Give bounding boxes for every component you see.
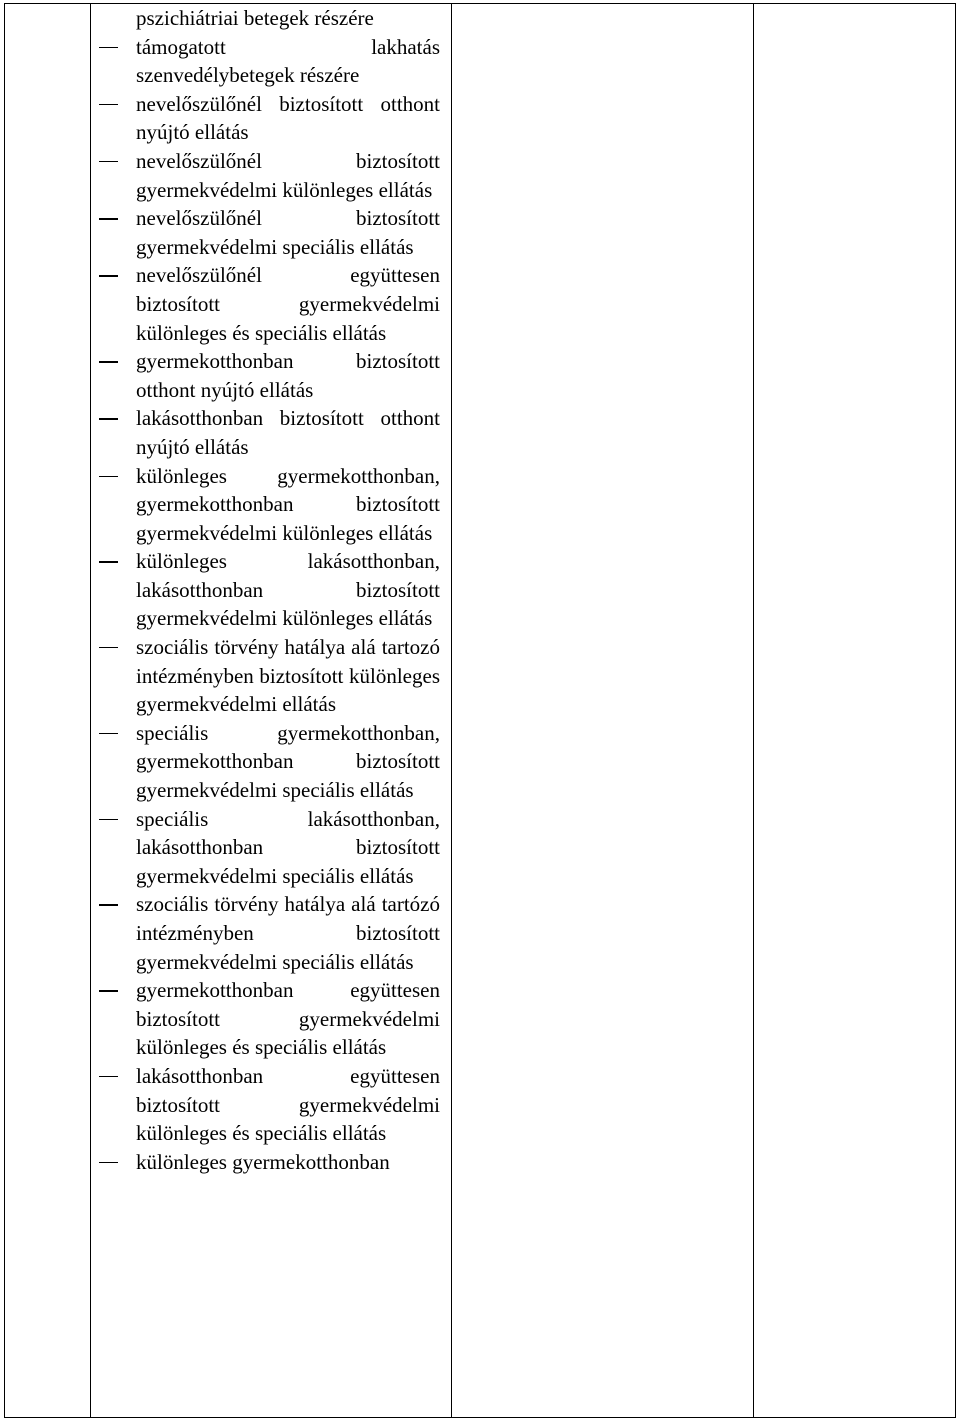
list-item-text: szociális törvény hatálya alá tartozó intézményben biztosított különleges gyermekvédelmi ellátás bbox=[136, 635, 440, 717]
dash-bullet-icon bbox=[99, 104, 118, 105]
list-item bbox=[92, 805, 440, 891]
list-item-text: speciális gyermekotthonban, gyermekotthonban biztosított gyermekvédelmi speciális ellátás bbox=[136, 720, 440, 803]
list-items bbox=[92, 33, 440, 1177]
list-item-text: nevelőszülőnél együttesen biztosított gyermekvédelmi különleges és speciális ellátás bbox=[136, 263, 440, 345]
table-bottom-border bbox=[4, 1417, 956, 1418]
list-item-text: speciális lakásotthonban, lakásotthonban biztosított gyermekvédelmi speciális ellátás bbox=[136, 806, 440, 888]
dash-bullet-icon bbox=[99, 647, 118, 648]
list-item bbox=[92, 1148, 440, 1177]
dash-bullet-icon bbox=[99, 275, 118, 276]
dash-bullet-icon bbox=[99, 819, 118, 820]
list-item bbox=[92, 547, 440, 633]
column-divider-3 bbox=[753, 3, 754, 1418]
list-item bbox=[92, 204, 440, 261]
list-item bbox=[92, 462, 440, 548]
list-item bbox=[92, 33, 440, 90]
dash-bullet-icon bbox=[99, 218, 118, 219]
list-item-text: nevelőszülőnél biztosított gyermekvédelmi speciális ellátás bbox=[136, 206, 440, 259]
list-item bbox=[92, 1062, 440, 1148]
dash-bullet-icon bbox=[99, 476, 118, 477]
list-item bbox=[92, 404, 440, 461]
list-item bbox=[92, 633, 440, 719]
list-item-text: különleges lakásotthonban, lakásotthonban biztosított gyermekvédelmi különleges ellátás bbox=[136, 549, 440, 631]
list-item-text: gyermekotthonban együttesen biztosított gyermekvédelmi különleges és speciális ellátás bbox=[136, 978, 440, 1060]
list-item bbox=[92, 347, 440, 404]
list-item-text: nevelőszülőnél biztosított otthont nyújtó ellátás bbox=[136, 91, 440, 145]
dash-bullet-icon bbox=[99, 161, 118, 162]
list-item-text: gyermekotthonban biztosított otthont nyújtó ellátás bbox=[136, 349, 440, 402]
dash-bullet-icon bbox=[99, 1076, 118, 1077]
dash-bullet-icon bbox=[99, 990, 118, 991]
list-item-text: lakásotthonban biztosított otthont nyújtó ellátás bbox=[136, 406, 440, 459]
list-item bbox=[92, 90, 440, 147]
dash-bullet-icon bbox=[99, 1162, 118, 1163]
table-border-left bbox=[4, 3, 5, 1418]
list-item bbox=[92, 719, 440, 805]
dash-bullet-icon bbox=[99, 733, 118, 734]
list-item bbox=[92, 147, 440, 204]
dash-bullet-icon bbox=[99, 561, 118, 562]
list-item-text: különleges gyermekotthonban bbox=[136, 1149, 390, 1174]
list-item bbox=[92, 890, 440, 976]
care-type-list bbox=[92, 4, 440, 1176]
list-item bbox=[92, 261, 440, 347]
dash-bullet-icon bbox=[99, 904, 118, 905]
column-divider-1 bbox=[90, 3, 91, 1418]
continued-line: pszichiátriai betegek részére bbox=[136, 6, 374, 30]
list-item-text: különleges gyermekotthonban, gyermekotthonban biztosított gyermekvédelmi különleges ellátás bbox=[136, 463, 440, 545]
list-item-text: támogatott lakhatás szenvedélybetegek részére bbox=[136, 34, 440, 88]
list-item-text: szociális törvény hatálya alá tartózó intézményben biztosított gyermekvédelmi speciális ellátás bbox=[136, 892, 440, 974]
dash-bullet-icon bbox=[99, 418, 118, 419]
table-border-right bbox=[955, 3, 956, 1418]
dash-bullet-icon bbox=[99, 361, 118, 362]
column-divider-2 bbox=[451, 3, 452, 1418]
list-item-text: lakásotthonban együttesen biztosított gyermekvédelmi különleges és speciális ellátás bbox=[136, 1063, 440, 1146]
list-item bbox=[92, 976, 440, 1062]
list-item-text: nevelőszülőnél biztosított gyermekvédelmi különleges ellátás bbox=[136, 148, 440, 202]
dash-bullet-icon bbox=[99, 47, 118, 48]
